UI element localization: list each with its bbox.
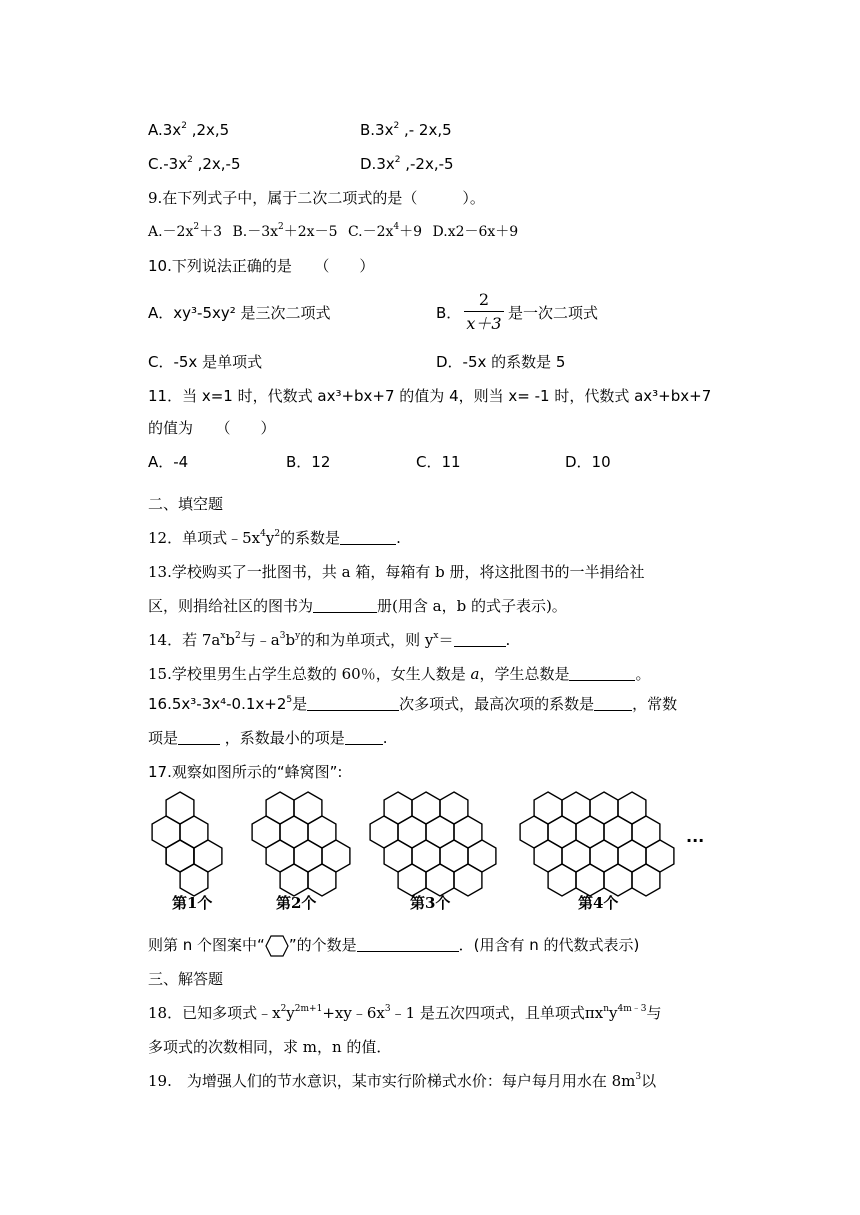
- answer-blank: [340, 529, 396, 545]
- q14: 14．若 $7a^xb^2$与$﹣a^3b^y$的和为单项式，则 $y^x=$ .: [148, 631, 511, 649]
- q9-option-a: $A.-2x^2+3$: [148, 222, 223, 240]
- q13-line1: 13.学校购买了一批图书，共 a 箱，每箱有 b 册，将这批图书的一半捐给社: [148, 563, 645, 581]
- q10-option-d: D．-5x 的系数是 5: [436, 353, 566, 371]
- q10-option-c: C．-5x 是单项式: [148, 353, 263, 371]
- q10-option-b-suffix: 是一次二项式: [508, 304, 599, 322]
- q17-stem: 17.观察如图所示的“蜂窝图”:: [148, 763, 343, 781]
- fraction-numerator: 2: [478, 290, 490, 309]
- answer-blank: [594, 695, 632, 711]
- q16-line2: 项是 ，系数最小的项是 .: [148, 729, 388, 747]
- q19-line1: 19. 为增强人们的节水意识，某市实行阶梯式水价：每户每月用水在 $8m^3$以: [148, 1072, 657, 1090]
- q10-stem: 10.下列说法正确的是 （ ）: [148, 257, 375, 275]
- caption-3: 第3个: [410, 894, 451, 912]
- q16-line1: $16.5x^3-3x^4-0.1x+2^5$是 次多项式，最高次项的系数是 ，常数: [148, 695, 678, 713]
- honeycomb-pattern-1: [152, 792, 222, 896]
- q9-option-d: D.x2－6x＋9: [432, 224, 519, 240]
- q9-option-b: $B.-3x^2+2x-5$: [232, 222, 338, 240]
- q15: 15.学校里男生占学生总数的 60％，女生人数是 a，学生总数是 。: [148, 665, 651, 683]
- hexagon-icon: [265, 934, 289, 958]
- q17-question-line: 则第 n 个图案中“ ”的个数是 ．(用含有 n 的代数式表示): [148, 934, 639, 958]
- q10-option-b-prefix: B．: [436, 304, 462, 322]
- q9-options: [148, 222, 518, 242]
- answer-blank: [313, 597, 377, 613]
- q11-option-c: C．11: [416, 453, 461, 471]
- honeycomb-pattern-3: [370, 792, 496, 896]
- fraction-denominator: x＋3: [466, 314, 502, 333]
- q9-stem: 9.在下列式子中，属于二次二项式的是（ ）。: [148, 189, 485, 207]
- caption-2: 第2个: [276, 894, 317, 912]
- fraction-bar: [464, 311, 504, 312]
- q8-option-b: $B.3x^2$ ,- 2x,5: [360, 121, 452, 139]
- answer-blank: [454, 631, 506, 647]
- q8-option-c: $C.-3x^2$ ,2x,-5: [148, 155, 241, 173]
- q11-option-a: A．-4: [148, 453, 189, 471]
- q10-fraction: [464, 290, 504, 334]
- answer-blank: [569, 665, 635, 681]
- answer-blank: [345, 729, 383, 745]
- honeycomb-pattern-4: [520, 792, 674, 896]
- q18-line1: 18．已知多项式$﹣x^2y^{2m+1}+xy﹣6x^3﹣1$ 是五次四项式，且单项式$\pi x^ny^{4m﹣3}$与: [148, 1004, 662, 1022]
- section-title-fill-in: 二、填空题: [148, 495, 224, 513]
- q8-option-a: $A.3x^2$ ,2x,5: [148, 121, 230, 139]
- caption-4: 第4个: [578, 894, 619, 912]
- q11-option-d: D．10: [565, 453, 611, 471]
- q10-option-a: A．xy³-5xy² 是三次二项式: [148, 304, 331, 322]
- answer-blank: [357, 936, 459, 952]
- caption-1: 第1个: [172, 894, 213, 912]
- q9-option-c: $C.-2x^4+9$: [347, 222, 423, 240]
- q11-line2: 的值为 （ ）: [148, 419, 276, 437]
- q12: 12．单项式$﹣5x^4y^2$的系数是 .: [148, 529, 401, 547]
- q8-option-d: $D.3x^2$ ,-2x,-5: [360, 155, 454, 173]
- section-title-solve: 三、解答题: [148, 970, 224, 988]
- q11-line1: 11．当 x=1 时，代数式 ax³+bx+7 的值为 4，则当 x= -1 时，代数式 ax³+bx+7: [148, 387, 712, 405]
- q18-line2: 多项式的次数相同，求 m，n 的值．: [148, 1038, 392, 1056]
- answer-blank: [307, 695, 399, 711]
- q11-option-b: B．12: [286, 453, 331, 471]
- honeycomb-pattern-2: [252, 792, 350, 896]
- ellipsis: ···: [686, 831, 705, 850]
- answer-blank: [178, 729, 220, 745]
- q13-line2: 区，则捐给社区的图书为 册(用含 a，b 的式子表示)。: [148, 597, 567, 615]
